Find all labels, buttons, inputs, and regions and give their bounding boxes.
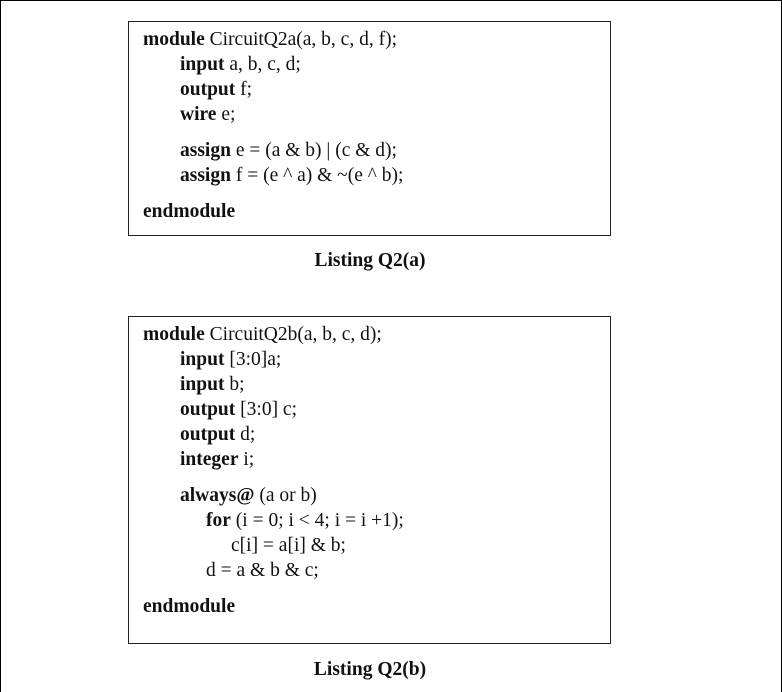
code-keyword: integer bbox=[180, 449, 239, 470]
code-keyword: output bbox=[180, 424, 236, 445]
code-line bbox=[206, 559, 319, 583]
page-left-rule bbox=[0, 0, 1, 692]
code-line bbox=[143, 28, 397, 52]
code-keyword: always@ bbox=[180, 485, 255, 506]
code-keyword: endmodule bbox=[143, 201, 236, 222]
code-keyword: endmodule bbox=[143, 596, 236, 617]
listing-a-box bbox=[128, 21, 611, 236]
code-keyword: assign bbox=[180, 165, 231, 186]
code-keyword: module bbox=[143, 324, 205, 345]
page-top-rule bbox=[0, 0, 782, 1]
code-keyword: module bbox=[143, 29, 205, 50]
code-line bbox=[180, 78, 252, 102]
listing-b-box bbox=[128, 316, 611, 644]
code-keyword: wire bbox=[180, 104, 217, 125]
code-keyword: input bbox=[180, 349, 225, 370]
code-keyword: for bbox=[206, 510, 231, 531]
code-line bbox=[143, 200, 235, 224]
code-line bbox=[180, 448, 254, 472]
code-text: c[i] = a[i] & b; bbox=[231, 535, 346, 556]
code-line bbox=[180, 139, 397, 163]
code-line bbox=[143, 323, 382, 347]
code-text: d; bbox=[235, 424, 256, 445]
code-keyword: input bbox=[180, 54, 225, 75]
code-text: i; bbox=[238, 449, 255, 470]
code-line bbox=[231, 534, 346, 558]
listing-b-caption: Listing Q2(b) bbox=[313, 659, 427, 680]
code-text: (i = 0; i < 4; i = i +1); bbox=[230, 510, 404, 531]
code-text: CircuitQ2b(a, b, c, d); bbox=[204, 324, 382, 345]
code-line bbox=[180, 373, 245, 397]
code-line bbox=[180, 484, 317, 508]
code-line bbox=[143, 595, 235, 619]
code-keyword: assign bbox=[180, 140, 231, 161]
code-text: e = (a & b) | (c & d); bbox=[230, 140, 397, 161]
code-line bbox=[180, 103, 235, 127]
code-keyword: input bbox=[180, 374, 225, 395]
code-line bbox=[180, 53, 301, 77]
code-keyword: output bbox=[180, 399, 236, 420]
code-text: (a or b) bbox=[254, 485, 317, 506]
code-text: CircuitQ2a(a, b, c, d, f); bbox=[204, 29, 397, 50]
code-line bbox=[180, 164, 403, 188]
code-line bbox=[180, 398, 297, 422]
code-text: [3:0] c; bbox=[235, 399, 298, 420]
code-text: [3:0]a; bbox=[224, 349, 282, 370]
code-text: b; bbox=[224, 374, 245, 395]
code-line bbox=[180, 423, 255, 447]
code-text: e; bbox=[216, 104, 236, 125]
code-text: a, b, c, d; bbox=[224, 54, 301, 75]
code-text: d = a & b & c; bbox=[206, 560, 319, 581]
listing-a-caption: Listing Q2(a) bbox=[314, 250, 426, 271]
code-line bbox=[180, 348, 281, 372]
code-line bbox=[206, 509, 404, 533]
code-text: f = (e ^ a) & ~(e ^ b); bbox=[230, 165, 404, 186]
code-keyword: output bbox=[180, 79, 236, 100]
code-text: f; bbox=[235, 79, 253, 100]
